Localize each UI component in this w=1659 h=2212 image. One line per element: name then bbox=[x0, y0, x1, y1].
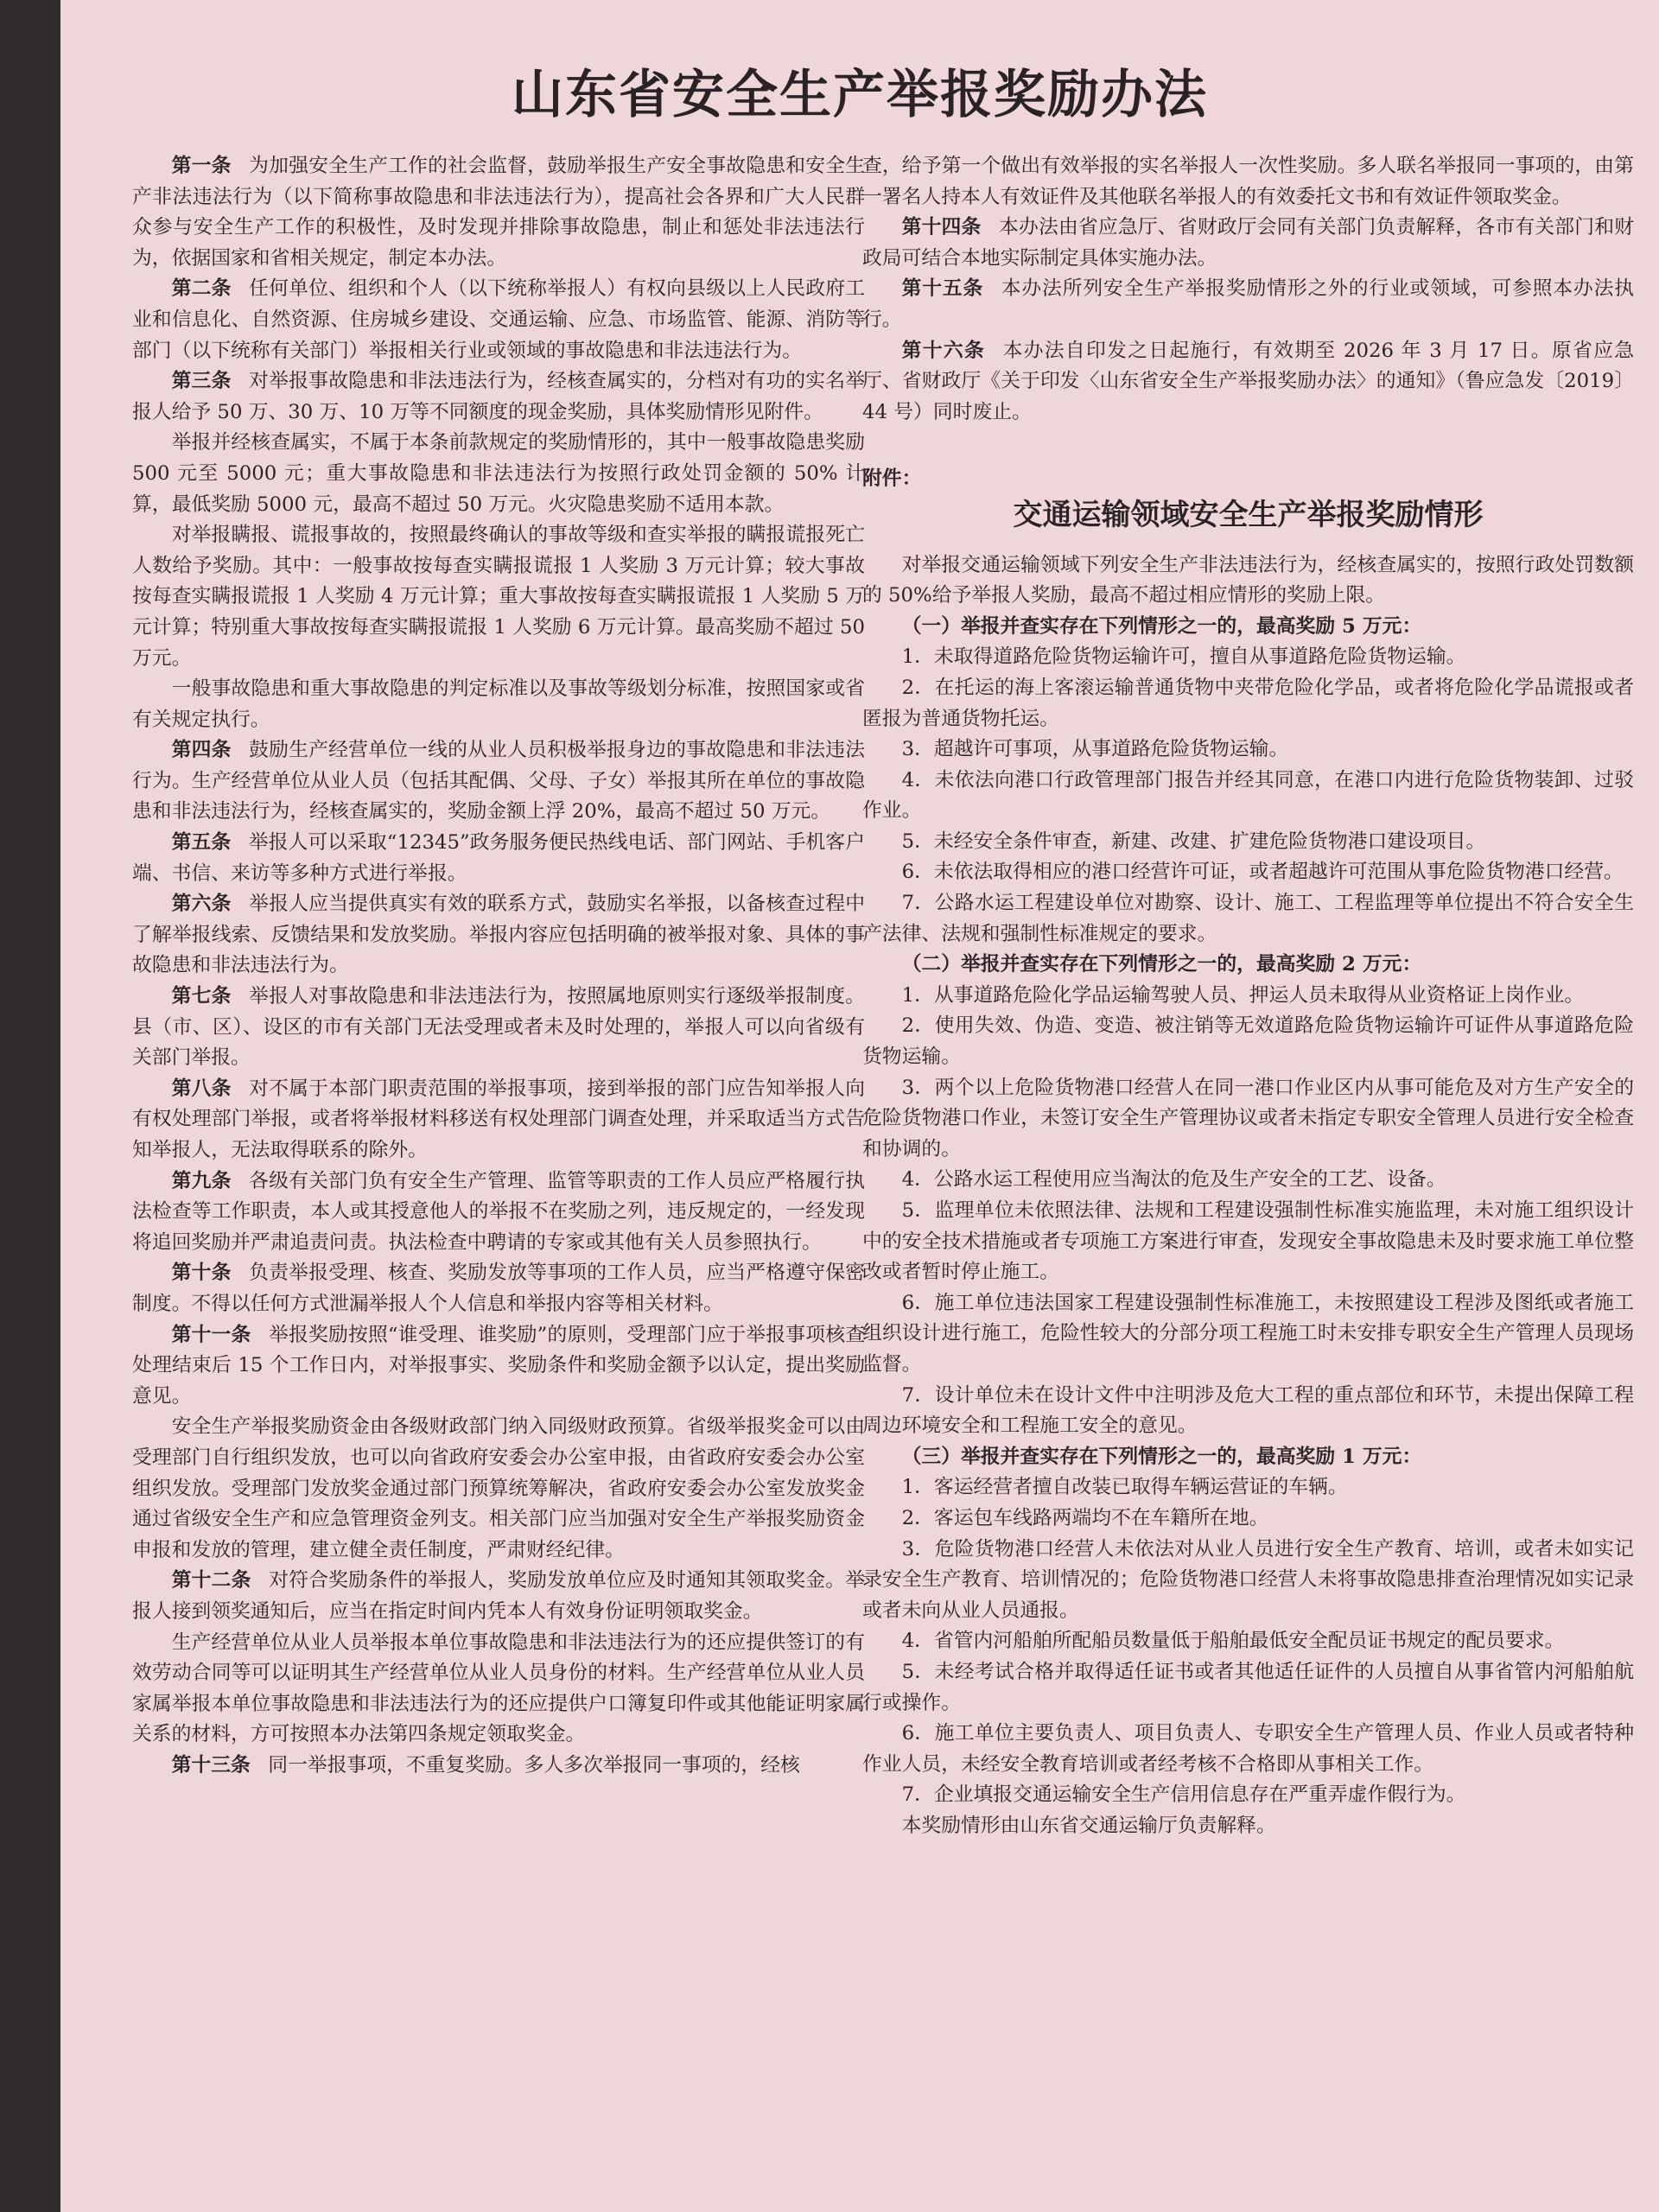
annex-item: 4．省管内河船舶所配船员数量低于船舶最低安全配员证书规定的配员要求。 bbox=[901, 1630, 1565, 1653]
article-15: 第十五条 本办法所列安全生产举报奖励情形之外的行业或领域，可参照本办法执行。 bbox=[862, 277, 1635, 331]
document-page bbox=[60, 0, 1659, 2212]
article-2: 第二条 任何单位、组织和个人（以下统称举报人）有权向县级以上人民政府工业和信息化、自然资源、住房城乡建设、交通运输、应急、市场监管、能源、消防等部门（以下统称有关部门）举报相关行业或领域的事故隐患和非法违法行为。 bbox=[132, 277, 866, 362]
article-10: 第十条 负责举报受理、核查、奖励发放等事项的工作人员，应当严格遵守保密制度。不得以任何方式泄漏举报人个人信息和举报内容等相关材料。 bbox=[132, 1262, 866, 1315]
annex-item: 3．两个以上危险货物港口经营人在同一港口作业区内从事可能危及对方生产安全的危险货物港口作业，未签订安全生产管理协议或者未指定专职安全管理人员进行安全检查和协调的。 bbox=[862, 1076, 1634, 1160]
annex-item: 7．公路水运工程建设单位对勘察、设计、施工、工程监理等单位提出不符合安全生产法律、法规和强制性标准规定的要求。 bbox=[862, 892, 1634, 945]
annex-item: 3．超越许可事项，从事道路危险货物运输。 bbox=[901, 738, 1289, 761]
article-11-para-2: 安全生产举报奖励资金由各级财政部门纳入同级财政预算。省级举报奖金可以由受理部门自行组织发放，也可以向省政府安委会办公室申报，由省政府安委会办公室组织发放。受理部门发放奖金通过部门预算统筹解决，省政府安委会办公室发放奖金通过省级安全生产和应急管理资金列支。相关部门应当加强对安全生产举报奖励资金申报和发放的管理，建立健全责任制度，严肃财经纪律。 bbox=[132, 1415, 865, 1561]
annex-item: 6．施工单位主要负责人、项目负责人、专职安全生产管理人员、作业人员或者特种作业人员，未经安全教育培训或者经考核不合格即从事相关工作。 bbox=[862, 1722, 1634, 1776]
annex-item: 6．施工单位违法国家工程建设强制性标准施工，未按照建设工程涉及图纸或者施工组织设计进行施工，危险性较大的分部分项工程施工时未安排专职安全生产管理人员现场监督。 bbox=[862, 1291, 1634, 1376]
annex-item: 5．监理单位未依照法律、法规和工程建设强制性标准实施监理，未对施工组织设计中的安全技术措施或者专项施工方案进行审查，发现安全事故隐患未及时要求施工单位整改或者暂时停止施工。 bbox=[862, 1199, 1634, 1284]
annex-section-3-heading: （三）举报并查实存在下列情形之一的，最高奖励 1 万元： bbox=[901, 1445, 1422, 1468]
annex-title: 交通运输领域安全生产举报奖励情形 bbox=[1013, 497, 1484, 532]
article-8: 第八条 对不属于本部门职责范围的举报事项，接到举报的部门应告知举报人向有权处理部门举报，或者将举报材料移送有权处理部门调查处理，并采取适当方式告知举报人，无法取得联系的除外。 bbox=[132, 1077, 866, 1161]
annex-item: 7．企业填报交通运输安全生产信用信息存在严重弄虚作假行为。 bbox=[901, 1783, 1466, 1807]
annex-section-2-heading: （二）举报并查实存在下列情形之一的，最高奖励 2 万元： bbox=[901, 953, 1422, 976]
annex-item: 7．设计单位未在设计文件中注明涉及危大工程的重点部位和环节，未提出保障工程周边环境安全和工程施工安全的意见。 bbox=[862, 1383, 1634, 1438]
annex-item: 6．未依法取得相应的港口经营许可证，或者超越许可范围从事危险货物港口经营。 bbox=[901, 861, 1624, 884]
article-4: 第四条 鼓励生产经营单位一线的从业人员积极举报身边的事故隐患和非法违法行为。生产经营单位从业人员（包括其配偶、父母、子女）举报其所在单位的事故隐患和非法违法行为，经核查属实的，奖励金额上浮 20%，最高不超过 50 万元。 bbox=[132, 739, 866, 823]
document-title: 山东省安全生产举报奖励办法 bbox=[512, 65, 1208, 125]
article-11: 第十一条 举报奖励按照“谁受理、谁奖励”的原则，受理部门应于举报事项核查处理结束后 15 个工作日内，对举报事实、奖励条件和奖励金额予以认定，提出奖励意见。 bbox=[132, 1323, 866, 1408]
article-1: 第一条 为加强安全生产工作的社会监督，鼓励举报生产安全事故隐患和安全生产非法违法行为（以下简称事故隐患和非法违法行为），提高社会各界和广大人民群众参与安全生产工作的积极性，及时发现并排除事故隐患，制止和惩处非法违法行为，依据国家和省相关规定，制定本办法。 bbox=[132, 155, 866, 270]
article-16: 第十六条 本办法自印发之日起施行，有效期至 2026 年 3 月 17 日。原省应急厅、省财政厅《关于印发〈山东省安全生产举报奖励办法〉的通知》（鲁应急发〔2019〕44 号）同时废止。 bbox=[862, 339, 1634, 423]
annex-item: 1．从事道路危险化学品运输驾驶人员、押运人员未取得从业资格证上岗作业。 bbox=[901, 983, 1585, 1007]
annex-intro: 对举报交通运输领域下列安全生产非法违法行为，经核查属实的，按照行政处罚数额的 50%给予举报人奖励，最高不超过相应情形的奖励上限。 bbox=[862, 553, 1634, 607]
annex-item: 3．危险货物港口经营人未依法对从业人员进行安全生产教育、培训，或者未如实记录安全生产教育、培训情况的；危险货物港口经营人未将事故隐患排查治理情况如实记录或者未向从业人员通报。 bbox=[862, 1537, 1634, 1622]
annex-item: 2．在托运的海上客滚运输普通货物中夹带危险化学品，或者将危险化学品谎报或者匿报为普通货物托运。 bbox=[862, 676, 1634, 730]
article-12: 第十二条 对符合奖励条件的举报人，奖励发放单位应及时通知其领取奖金。举报人接到领奖通知后，应当在指定时间内凭本人有效身份证明领取奖金。 bbox=[132, 1569, 866, 1623]
article-6: 第六条 举报人应当提供真实有效的联系方式，鼓励实名举报，以备核查过程中了解举报线索、反馈结果和发放奖励。举报内容应包括明确的被举报对象、具体的事故隐患和非法违法行为。 bbox=[132, 893, 866, 977]
article-12-para-2: 生产经营单位从业人员举报本单位事故隐患和非法违法行为的还应提供签订的有效劳动合同等可以证明其生产经营单位从业人员身份的材料。生产经营单位从业人员家属举报本单位事故隐患和非法违法行为的还应提供户口簿复印件或其他能证明家属关系的材料，方可按照本办法第四条规定领取奖金。 bbox=[132, 1630, 865, 1746]
right-column bbox=[862, 151, 1634, 1841]
article-3: 第三条 对举报事故隐患和非法违法行为，经核查属实的，分档对有功的实名举报人给予 50 万、30 万、10 万等不同额度的现金奖励，具体奖励情形见附件。 bbox=[132, 370, 866, 423]
annex-item: 1．客运经营者擅自改装已取得车辆运营证的车辆。 bbox=[901, 1476, 1348, 1499]
annex-item: 5．未经安全条件审查，新建、改建、扩建危险货物港口建设项目。 bbox=[901, 830, 1486, 853]
article-14: 第十四条 本办法由省应急厅、省财政厅会同有关部门负责解释，各市有关部门和财政局可结合本地实际制定具体实施办法。 bbox=[862, 216, 1635, 270]
article-3-para-3: 对举报瞒报、谎报事故的，按照最终确认的事故等级和查实举报的瞒报谎报死亡人数给予奖励。其中：一般事故按每查实瞒报谎报 1 人奖励 3 万元计算；较大事故按每查实瞒报谎报 1 人奖励 4 万元计算；重大事故按每查实瞒报谎报 1 人奖励 5 万元计算；特别重大事故按每查实瞒报谎报 1 人奖励 6 万元计算。最高奖励不超过 50 万元。 bbox=[132, 524, 865, 670]
article-3-para-4: 一般事故隐患和重大事故隐患的判定标准以及事故等级划分标准，按照国家或省有关规定执行。 bbox=[132, 677, 865, 731]
annex-item: 4．未依法向港口行政管理部门报告并经其同意，在港口内进行危险货物装卸、过驳作业。 bbox=[862, 768, 1634, 823]
annex-item: 5．未经考试合格并取得适任证书或者其他适任证件的人员擅自从事省管内河船舶航行或操作。 bbox=[862, 1660, 1634, 1714]
annex-closing: 本奖励情形由山东省交通运输厅负责解释。 bbox=[901, 1814, 1276, 1837]
annex-item: 1．未取得道路危险货物运输许可，擅自从事道路危险货物运输。 bbox=[901, 645, 1466, 669]
annex-item: 2．客运包车线路两端均不在车籍所在地。 bbox=[901, 1506, 1269, 1529]
article-3-para-2: 举报并经核查属实，不属于本条前款规定的奖励情形的，其中一般事故隐患奖励 500 元至 5000 元；重大事故隐患和非法违法行为按照行政处罚金额的 50% 计算，最低奖励 5000 元，最高不超过 50 万元。火灾隐患奖励不适用本款。 bbox=[132, 431, 865, 516]
annex-label: 附件： bbox=[862, 467, 922, 491]
annex-item: 2．使用失效、伪造、变造、被注销等无效道路危险货物运输许可证件从事道路危险货物运输。 bbox=[862, 1014, 1634, 1069]
article-5: 第五条 举报人可以采取“12345”政务服务便民热线电话、部门网站、手机客户端、书信、来访等多种方式进行举报。 bbox=[132, 831, 865, 885]
left-column bbox=[132, 151, 865, 1781]
article-7: 第七条 举报人对事故隐患和非法违法行为，按照属地原则实行逐级举报制度。县（市、区）、设区的市有关部门无法受理或者未及时处理的，举报人可以向省级有关部门举报。 bbox=[132, 985, 866, 1070]
article-13: 第十三条 同一举报事项，不重复奖励。多人多次举报同一事项的，经核 bbox=[171, 1753, 800, 1777]
article-13-continued: 查，给予第一个做出有效举报的实名举报人一次性奖励。多人联名举报同一事项的，由第一署名人持本人有效证件及其他联名举报人的有效委托文书和有效证件领取奖金。 bbox=[862, 155, 1634, 208]
annex-item: 4．公路水运工程使用应当淘汰的危及生产安全的工艺、设备。 bbox=[901, 1168, 1446, 1192]
annex-section-1-heading: （一）举报并查实存在下列情形之一的，最高奖励 5 万元： bbox=[901, 614, 1422, 638]
article-9: 第九条 各级有关部门负有安全生产管理、监管等职责的工作人员应严格履行执法检查等工作职责，本人或其授意他人的举报不在奖励之列，违反规定的，一经发现将追回奖励并严肃追责问责。执法检查中聘请的专家或其他有关人员参照执行。 bbox=[132, 1169, 866, 1254]
